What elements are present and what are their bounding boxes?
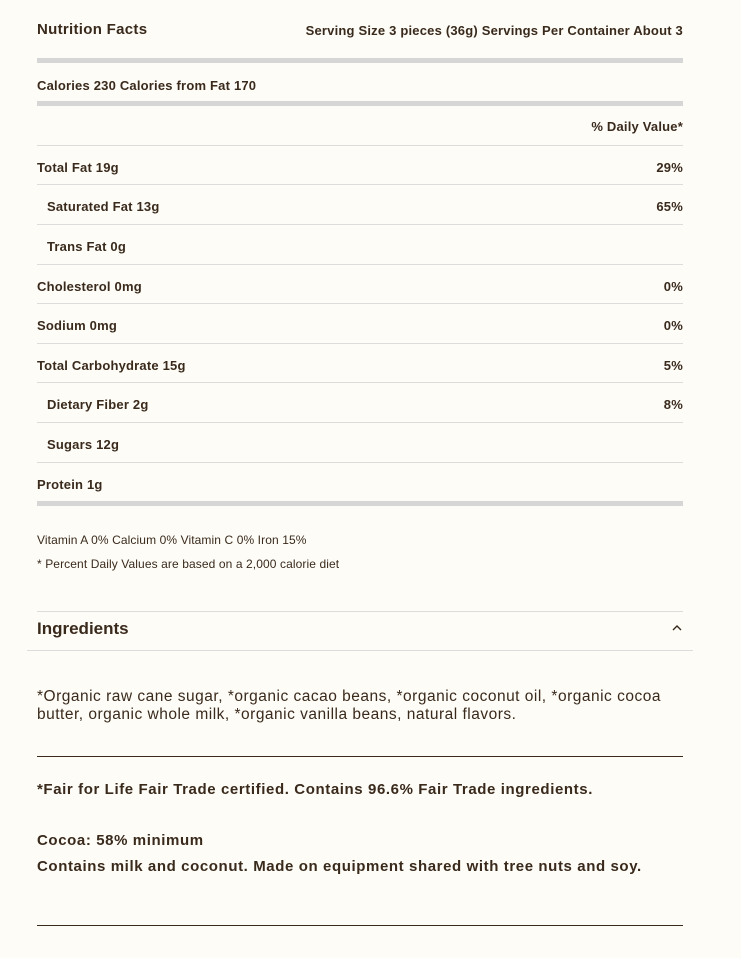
ingredients-toggle[interactable]: Ingredients <box>37 619 129 638</box>
divider <box>37 462 683 463</box>
nutrient-pct: 0% <box>663 318 683 333</box>
nutrient-label: Dietary Fiber 2g <box>47 397 149 412</box>
calories-row <box>37 78 683 98</box>
divider <box>37 101 683 106</box>
divider <box>37 58 683 63</box>
divider <box>37 184 683 185</box>
divider <box>37 756 683 757</box>
nutrient-label: Total Fat 19g <box>37 160 119 175</box>
divider <box>37 382 683 383</box>
nutrient-row <box>37 397 683 417</box>
calories-text: Calories 230 Calories from Fat 170 <box>37 78 257 93</box>
nutrient-label: Sodium 0mg <box>37 318 118 333</box>
nutrient-pct: 5% <box>663 358 683 373</box>
footnote-text: * Percent Daily Values are based on a 2,000 calorie diet <box>37 557 340 571</box>
nutrient-row <box>37 239 683 259</box>
divider <box>37 925 683 926</box>
serving-info: Serving Size 3 pieces (36g) Servings Per Container About 3 <box>305 23 683 38</box>
fair-trade-text: *Fair for Life Fair Trade certified. Contains 96.6% Fair Trade ingredients. <box>37 781 593 798</box>
divider <box>37 224 683 225</box>
divider <box>37 422 683 423</box>
nutrient-row <box>37 318 683 338</box>
nutrition-header <box>37 21 683 41</box>
divider <box>37 264 683 265</box>
divider <box>37 501 683 506</box>
allergen-text: Contains milk and coconut. Made on equipment shared with tree nuts and soy. <box>37 858 642 875</box>
nutrition-title: Nutrition Facts <box>37 21 148 38</box>
nutrient-pct: 0% <box>663 279 683 294</box>
daily-value-heading-row <box>37 119 683 139</box>
cocoa-text: Cocoa: 58% minimum <box>37 832 204 849</box>
nutrient-label: Sugars 12g <box>47 437 120 452</box>
nutrient-row <box>37 160 683 180</box>
nutrient-label: Trans Fat 0g <box>47 239 126 254</box>
divider <box>37 303 683 304</box>
nutrient-row <box>37 358 683 378</box>
divider <box>37 343 683 344</box>
ingredients-text: *Organic raw cane sugar, *organic cacao beans, *organic coconut oil, *organic cocoa butter, organic whole milk, *organic vanilla beans, natural flavors. <box>37 688 661 723</box>
nutrient-pct: 29% <box>656 160 683 175</box>
nutrient-label: Cholesterol 0mg <box>37 279 142 294</box>
daily-value-heading: % Daily Value* <box>591 119 683 134</box>
vitamins-text: Vitamin A 0% Calcium 0% Vitamin C 0% Iron 15% <box>37 533 307 547</box>
nutrient-row <box>37 279 683 299</box>
nutrient-label: Total Carbohydrate 15g <box>37 358 186 373</box>
divider <box>27 650 693 651</box>
nutrient-label: Saturated Fat 13g <box>47 199 160 214</box>
divider <box>37 145 683 146</box>
divider <box>37 611 683 612</box>
nutrient-row <box>37 199 683 219</box>
nutrient-pct: 65% <box>656 199 683 214</box>
nutrient-label: Protein 1g <box>37 477 103 492</box>
nutrient-pct: 8% <box>663 397 683 412</box>
nutrient-row <box>37 437 683 457</box>
chevron-up-icon[interactable] <box>671 621 683 637</box>
nutrient-row <box>37 477 683 497</box>
